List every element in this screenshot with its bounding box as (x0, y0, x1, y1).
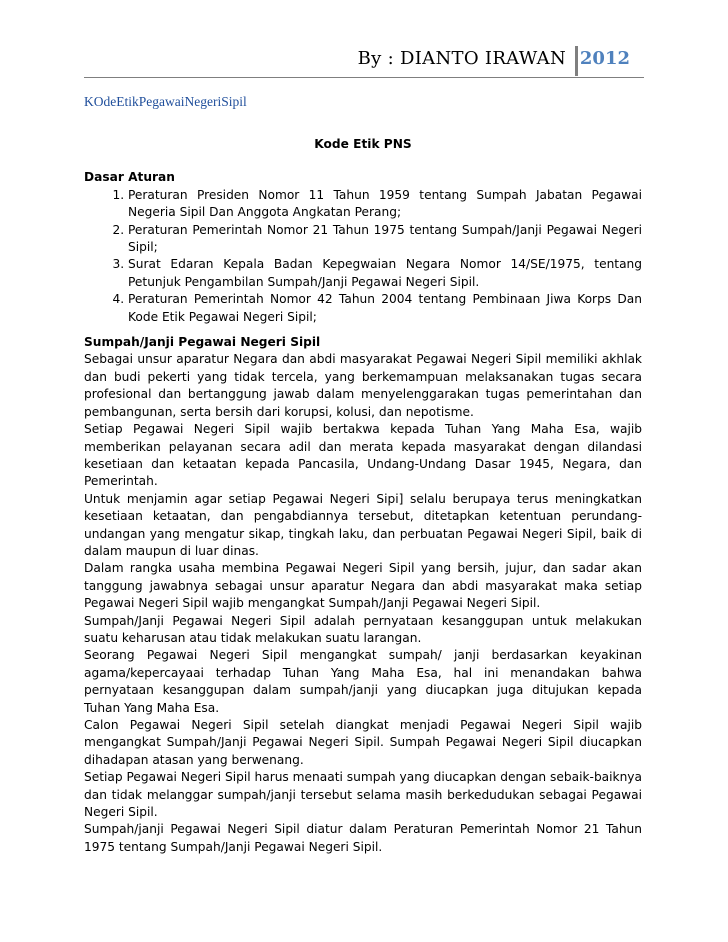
header-rule (84, 77, 644, 78)
header-author: By : DIANTO IRAWAN (357, 48, 566, 69)
paragraph: Calon Pegawai Negeri Sipil setelah diangkat menjadi Pegawai Negeri Sipil wajib mengangkat Sumpah/Janji Pegawai Negeri Sipil. Sumpah Pegawai Negeri Sipil diucapkan dihadapan atasan yang berwenang. (84, 718, 642, 767)
paragraph: Sumpah/Janji Pegawai Negeri Sipil adalah pernyataan kesanggupan untuk melakukan suatu keharusan atau tidak melakukan suatu larangan. (84, 613, 642, 645)
list-item: 2. Peraturan Pemerintah Nomor 21 Tahun 1975 tentang Sumpah/Janji Pegawai Negeri Sipil; (128, 222, 642, 257)
paragraph: Sebagai unsur aparatur Negara dan abdi masyarakat Pegawai Negeri Sipil memiliki akhlak dan budi pekerti yang tidak tercela, yang berkemampuan melaksanakan tugas secara profesional dan bertanggung jawab dalam menyelenggarakan tugas pemerintahan dan pembangunan, serta bersih dari korupsi, kolusi, dan nepotisme. (84, 352, 642, 419)
header-separator (575, 46, 578, 76)
document-title: Kode Etik PNS (314, 137, 412, 151)
paragraph: Setiap Pegawai Negeri Sipil harus menaati sumpah yang diucapkan dengan sebaik-baiknya dan tidak melanggar sumpah/janji tersebut selama masih berkedudukan sebagai Pegawai Negeri Sipil. (84, 770, 642, 820)
document-link[interactable]: KOdeEtikPegawaiNegeriSipil (84, 94, 247, 109)
list-item: 3. Surat Edaran Kepala Badan Kepegwaian Negara Nomor 14/SE/1975, tentang Petunjuk Pengambilan Sumpah/Janji Pegawai Negeri Sipil. (128, 256, 642, 291)
dasar-list (84, 187, 642, 326)
section-heading-dasar: Dasar Aturan (84, 170, 175, 185)
header-year: 2012 (579, 48, 630, 69)
paragraph: Setiap Pegawai Negeri Sipil wajib bertakwa kepada Tuhan Yang Maha Esa, wajib memberikan pelayanan secara adil dan merata kepada masyarakat dengan dilandasi kesetiaan dan ketaatan kepada Pancasila, Undang-Undang Dasar 1945, Negara, dan Pemerintah. (84, 422, 642, 489)
paragraph: Seorang Pegawai Negeri Sipil mengangkat sumpah/ janji berdasarkan keyakinan agama/kepercayaai terhadap Tuhan Yang Maha Esa, hal ini menandakan bahwa pernyataan kesanggupan dalam sumpah/janji yang diucapkan juga ditujukan kepada Tuhan Yang Maha Esa. (84, 648, 642, 715)
paragraph: Sumpah/janji Pegawai Negeri Sipil diatur dalam Peraturan Pemerintah Nomor 21 Tahun 1975 tentang Sumpah/Janji Pegawai Negeri Sipil. (84, 822, 642, 854)
list-item: 1. Peraturan Presiden Nomor 11 Tahun 1959 tentang Sumpah Jabatan Pegawai Negeria Sipil Dan Anggota Angkatan Perang; (128, 187, 642, 222)
paragraph: Dalam rangka usaha membina Pegawai Negeri Sipil yang bersih, jujur, dan sadar akan tanggung jawabnya sebagai unsur aparatur Negara dan abdi masyarakat maka setiap Pegawai Negeri Sipil wajib mengangkat Sumpah/Janji Pegawai Negeri Sipil. (84, 561, 642, 611)
page-header (84, 46, 644, 78)
paragraph: Untuk menjamin agar setiap Pegawai Negeri Sipi] selalu berupaya terus meningkatkan kesetiaan ketaatan, dan pengabdiannya tersebut, ditetapkan ketentuan perundang-undangan yang mengatur sikap, tingkah laku, dan perbuatan Pegawai Negeri Sipil, baik di dalam maupun di luar dinas. (84, 491, 642, 558)
document-body (84, 136, 642, 856)
section-spacer (84, 326, 642, 334)
list-item: 4. Peraturan Pemerintah Nomor 42 Tahun 2004 tentang Pembinaan Jiwa Korps Dan Kode Etik Pegawai Negeri Sipil; (128, 291, 642, 326)
section-heading-sumpah: Sumpah/Janji Pegawai Negeri Sipil (84, 335, 321, 350)
